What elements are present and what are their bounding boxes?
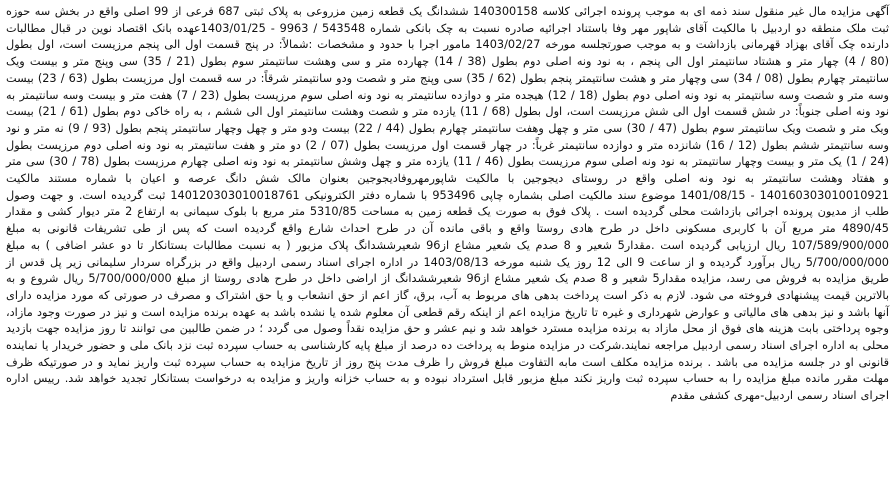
auction-notice-text: آگهی مزایده مال غیر منقول سند ذمه ای به موجب پرونده اجرائی کلاسه 140300158 ششدانگ یک قطعه زمین مزروعی به پلاک ثبتی 687 فرعی از 99 اصلی واقع در بخش سه حوزه ثبت ملک منطقه دو اردبیل با مالکیت آقای شاپور مهر وفا باستناد اجرائیه صادره نسبت به چک بانکی شماره 543548 / 9963 - 1403/01/25عهده بانک اقتصاد نوین در قبال مطالبات دارنده چک آقای بهزاد قهرمانی بازداشت و به موجب صورتجلسه مورخه 1403/02/27 مامور اجرا با حدود و مشخصات :شمالاً: در پنج قسمت اول الی پنجم مرزیست است، اول بطول (80 / 4) چهار متر و هشتاد سانتیمتر اول الی پنجم ، به نود ونه اصلی دوم بطول (38 / 14) چهارده متر و سی وهشت سانتیمتر سوم بطول (21 / 35) سی وپنج متر و بیست ویک سانتیمتر چهارم بطول (08 / 34) سی وچهار متر و هشت سانتیمتر پنجم بطول (62 / 35) سی وپنج متر و شصت ودو سانتیمتر شرقاً: در سه قسمت اول مرزیست بطول (63 / 23) بیست وسه متر و شصت وسه سانتیمتر به نود ونه اصلی دوم بطول (18 / 12) هیجده متر و دوازده سانتیمتر به نود ونه اصلی سوم مرزیست بطول (23 / 7) هفت متر و بیست وسه سانتیمتر به نود ونه اصلی جنوباً: در شش قسمت اول الی شش مرزیست است، اول بطول (68 / 11) یازده متر و شصت وهشت سانتیمتر اول الی ششم ، به راه خاکی دوم بطول (61 / 21) بیست ویک متر و شصت ویک سانتیمتر سوم بطول (47 / 30) سی متر و چهل وهفت سانتیمتر چهارم بطول (44 / 22) بیست ودو متر و چهل وچهار سانتیمتر پنجم بطول (93 / 9) نه متر و نود وسه سانتیمتر ششم بطول (12 / 16) شانزده متر و دوازده سانتیمتر غرباً: در چهار قسمت اول مرزیست بطول (07 / 2) دو متر و هفت سانتیمتر به نود ونه اصلی دوم مرزیست بطول (24 / 1) یک متر و بیست وچهار سانتیمتر به نود ونه اصلی سوم مرزیست بطول (46 / 11) یازده متر و چهل وشش سانتیمتر به نود ونه اصلی چهارم مرزیست بطول (78 / 30) سی متر و هفتاد وهشت سانتیمتر به نود ونه اصلی واقع در روستای دیجوجین با مالکیت شاپورمهروفادیجوجین بعنوان مالک شش دانگ عرصه و اعیان با شماره مستند مالکیت 140160303010010921 - 1401/08/15 موضوع سند مالکیت اصلی بشماره چاپی 953496 با شماره دفتر الکترونیکی 140120303010018761 ثبت گردیده است. و جهت وصول طلب از مدیون پرونده اجرائی بازداشت محلی گردیده است . پلاک فوق به صورت یک قطعه زمین به مساحت 5310/85 متر مربع با بلوک سیمانی به ارتفاع 2 متر دیوار کشی و مقدار 4890/45 متر مربع آن با کاربری مسکونی داخل در طرح هادی روستا واقع و باقی مانده آن در طرح احداث شارع واقع گردیده است که پس از طی تشریفات قانونی به مبلغ 107/589/900/000 ریال ارزیابی گردیده است .مقدار5 شعیر و 8 صدم یک شعیر مشاع از96 شعیرششدانگ پلاک مزبور ( به نسبت مطالبات بستانکار تا دو عشر اضافی ) به مبلغ 5/700/000/000 ریال برآورد گردیده و از ساعت 9 الی 12 روز یک شنبه مورخه 1403/08/13 در اداره اجرای اسناد رسمی اردبیل واقع در بزرگراه سردار سلیمانی زیر پل قدس از طریق مزایده به فروش می رسد، مزایده مقدار5 شعیر و 8 صدم یک شعیر مشاع از96 شعیرششدانگ از اراضی داخل در طرح هادی روستا از مبلغ 5/700/000/000 ریال شروع و به بالاترین قیمت پیشنهادی فروخته می شود. لازم به ذکر است پرداخت بدهی های مربوط به آب، برق، گاز اعم از حق انشعاب و یا حق اشتراک و مصرف در صورتی که مورد مزایده دارای آنها باشد و نیز بدهی های مالیاتی و عوارض شهرداری و غیره تا تاریخ مزایده اعم از اینکه رقم قطعی آن معلوم شده یا نشده باشد به عهده برنده مزایده است و نیز در صورت وجود مازاد، وجوه پرداختی بابت هزینه های فوق از محل مازاد به برنده مزایده مسترد خواهد شد و نیم عشر و حق مزایده نقداً وصول می گردد ؛ در ضمن طالبین می توانند تا روز مزایده جهت بازدید محلی به اداره اجرای اسناد رسمی اردبیل مراجعه نمایند.شرکت در مزایده منوط به پرداخت ده درصد از مبلغ پایه کارشناسی به حساب سپرده ثبت نزد بانک ملی و حضور خریدار یا نماینده قانونی او در جلسه مزایده می باشد . برنده مزایده مکلف است مابه التفاوت مبلغ فروش را ظرف مدت پنج روز از تاریخ مزایده به حساب سپرده ثبت واریز نماید و در صورتیکه ظرف مهلت مقرر مانده مبلغ مزایده را به حساب سپرده ثبت واریز نکند مبلغ مزبور قابل استرداد نبوده و به حساب خزانه واریز و مزایده به درخواست بستانکار تجدید خواهد شد. رییس اداره اجرای اسناد رسمی اردبیل-مهری کشفی مقدم: [6, 5, 890, 403]
